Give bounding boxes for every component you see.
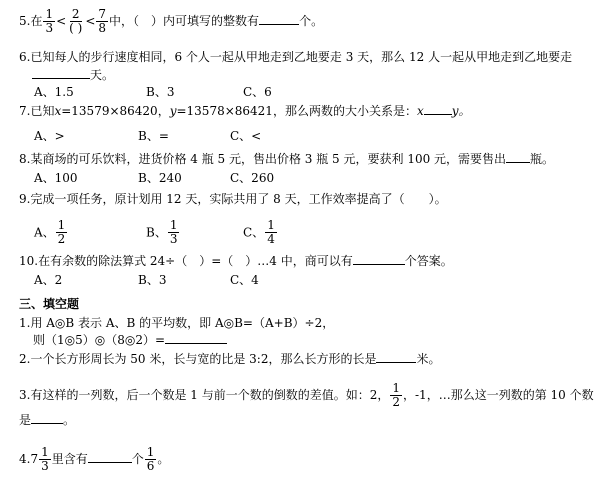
option-c[interactable]: C、4 (230, 273, 259, 287)
f3-line2-prefix: 是 (19, 413, 32, 427)
answer-blank[interactable] (376, 352, 416, 363)
q7-eq2: =13578×86421，那么两数的大小关系是： (176, 104, 417, 118)
q5-text: 中，（ ）内可填写的整数有 (109, 14, 260, 28)
option-b[interactable]: B、3 (146, 85, 175, 99)
option-a[interactable] (34, 219, 68, 246)
option-label: C、 (243, 225, 265, 240)
fill-question-3-line2 (19, 413, 75, 427)
fraction-7-8: $\frac{7}{8}$ (98, 7, 107, 35)
question-5 (19, 8, 323, 35)
fill-question-3 (19, 382, 594, 409)
q5-prefix: 5.在 (19, 14, 43, 28)
question-8 (19, 152, 554, 166)
question-7 (19, 104, 471, 118)
section-title: 三、填空题 (19, 297, 80, 311)
fraction-1-2: $\frac{1}{2}$ (57, 218, 66, 246)
answer-blank[interactable] (32, 68, 90, 79)
less-than: < (85, 14, 96, 28)
f4-suffix: 。 (157, 452, 170, 466)
var-y: y。 (451, 104, 471, 118)
fraction-1-3: $\frac{1}{3}$ (41, 445, 49, 473)
f4-text2: 个 (131, 452, 144, 466)
q8-text: 8.某商场的可乐饮料，进货价格 4 瓶 5 元，售出价格 3 瓶 5 元，要获利 100 元，需要售出 (19, 152, 507, 166)
f3-text: 3.有这样的一列数，后一个数是 1 与前一个数的倒数的差值。如：2， (19, 388, 390, 402)
option-c[interactable] (243, 219, 278, 246)
question-6-line2 (32, 68, 114, 82)
option-b[interactable]: B、3 (138, 273, 167, 287)
option-b[interactable] (146, 219, 180, 246)
fill-question-1-line2 (33, 333, 227, 347)
q10-text: 10.在有余数的除法算式 24÷（ ）=（ ）…4 中，商可以有 (19, 254, 353, 268)
fraction-2-blank: $\frac{2}{( )}$ (69, 7, 83, 35)
answer-blank[interactable] (88, 452, 132, 463)
q5-suffix: 个。 (299, 14, 324, 28)
option-a[interactable]: A、2 (34, 273, 63, 287)
question-9: 9.完成一项任务，原计划用 12 天，实际共用了 8 天，工作效率提高了（ ）。 (19, 192, 447, 206)
answer-blank[interactable] (165, 333, 227, 344)
answer-blank[interactable] (506, 152, 530, 163)
option-a[interactable]: A、1.5 (34, 85, 74, 99)
answer-blank[interactable] (424, 104, 452, 115)
q10-suffix: 个答案。 (404, 254, 453, 268)
answer-blank[interactable] (31, 413, 63, 424)
answer-blank[interactable] (259, 14, 299, 25)
option-a[interactable]: A、> (34, 129, 65, 143)
q6-suffix: 天。 (90, 68, 115, 82)
q7-eq1: =13579×86420， (61, 104, 170, 118)
fill-question-4 (19, 446, 169, 473)
fraction-1-3: $\frac{1}{3}$ (45, 7, 54, 35)
option-c[interactable]: C、6 (243, 85, 272, 99)
option-c[interactable]: C、< (230, 129, 262, 143)
less-than: < (56, 14, 67, 28)
option-label: A、 (34, 225, 55, 240)
fraction-1-3: $\frac{1}{3}$ (169, 218, 178, 246)
option-b[interactable]: B、240 (138, 171, 182, 185)
f2-suffix: 米。 (416, 352, 441, 366)
q7-prefix: 7.已知 (19, 104, 55, 118)
option-a[interactable]: A、100 (34, 171, 78, 185)
f3-suffix: 。 (63, 413, 76, 427)
question-10 (19, 254, 453, 268)
fill-question-2 (19, 352, 441, 366)
f2-text: 2.一个长方形周长为 50 米，长与宽的比是 3:2，那么长方形的长是 (19, 352, 377, 366)
f4-text: 里含有 (51, 452, 88, 466)
f3-text2: ，-1，…那么这一列数的第 10 个数 (403, 388, 594, 402)
f1-text: 则（1◎5）◎（8◎2）= (33, 333, 166, 347)
fraction-1-2: $\frac{1}{2}$ (392, 381, 400, 409)
fraction-1-6: $\frac{1}{6}$ (146, 445, 155, 473)
option-c[interactable]: C、260 (230, 171, 275, 185)
question-6-line1: 6.已知每人的步行速度相同，6 个人一起从甲地走到乙地要走 3 天，那么 12 人一起从甲地走到乙地要走 (19, 50, 573, 64)
f4-prefix: 4.7 (19, 452, 39, 466)
option-label: B、 (146, 225, 167, 240)
fill-question-1-line1: 1.用 A◎B 表示 A、B 的平均数，即 A◎B=（A+B）÷2， (19, 316, 335, 330)
answer-blank[interactable] (353, 254, 405, 265)
option-b[interactable]: B、= (138, 129, 169, 143)
var-x: x (54, 104, 62, 118)
var-y: y (169, 104, 177, 118)
var-x: x (416, 104, 424, 118)
q8-suffix: 瓶。 (530, 152, 555, 166)
fraction-1-4: $\frac{1}{4}$ (267, 218, 275, 246)
